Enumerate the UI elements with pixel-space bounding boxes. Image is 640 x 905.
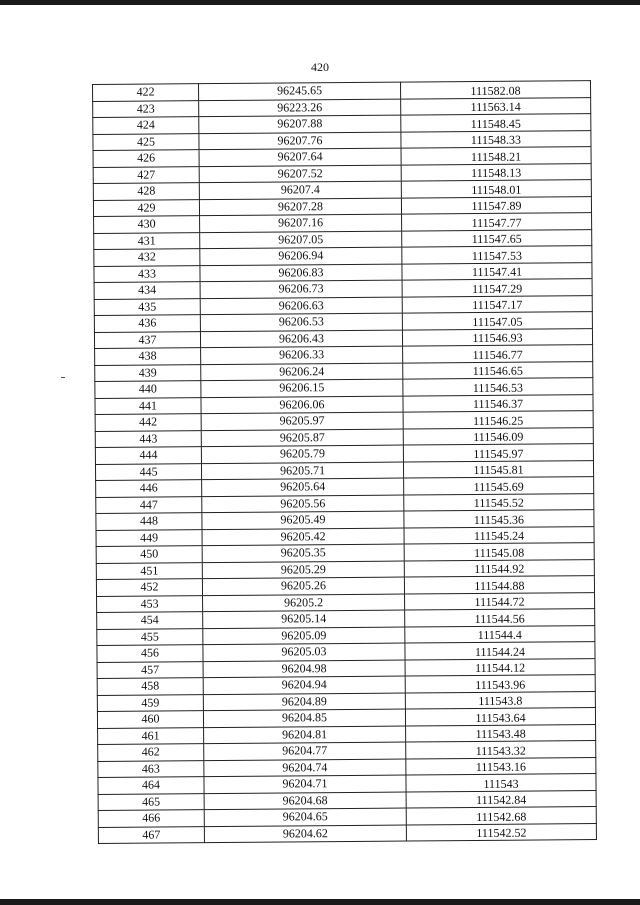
point-number-cell: 439 (95, 364, 201, 381)
y-coordinate-cell: 111546.09 (403, 427, 593, 445)
y-coordinate-cell: 111546.77 (403, 345, 593, 363)
point-number-cell: 433 (94, 265, 200, 282)
y-coordinate-cell: 111548.33 (401, 130, 591, 148)
point-number-cell: 452 (96, 579, 202, 596)
x-coordinate-cell: 96204.68 (204, 792, 406, 810)
x-coordinate-cell: 96205.49 (202, 511, 404, 529)
y-coordinate-cell: 111547.89 (401, 196, 591, 214)
y-coordinate-cell: 111545.36 (404, 510, 594, 528)
y-coordinate-cell: 111547.65 (402, 229, 592, 247)
x-coordinate-cell: 96204.71 (204, 775, 406, 793)
point-number-cell: 463 (98, 760, 204, 777)
x-coordinate-cell: 96206.33 (201, 346, 403, 364)
x-coordinate-cell: 96206.15 (201, 379, 403, 397)
x-coordinate-cell: 96205.03 (203, 643, 405, 661)
y-coordinate-cell: 111563.14 (401, 97, 591, 115)
point-number-cell: 458 (97, 678, 203, 695)
y-coordinate-cell: 111543.32 (406, 741, 596, 759)
y-coordinate-cell: 111546.37 (403, 394, 593, 412)
point-number-cell: 429 (93, 199, 199, 216)
scan-edge-top (0, 0, 640, 5)
y-coordinate-cell: 111544.12 (405, 658, 595, 676)
x-coordinate-cell: 96204.98 (203, 660, 405, 678)
x-coordinate-cell: 96207.05 (200, 231, 402, 249)
point-number-cell: 454 (97, 612, 203, 629)
y-coordinate-cell: 111543.16 (406, 757, 596, 775)
x-coordinate-cell: 96204.85 (203, 709, 405, 727)
x-coordinate-cell: 96205.29 (202, 561, 404, 579)
y-coordinate-cell: 111547.53 (402, 246, 592, 264)
y-coordinate-cell: 111547.05 (402, 312, 592, 330)
y-coordinate-cell: 111544.4 (405, 625, 595, 643)
point-number-cell: 427 (93, 166, 199, 183)
y-coordinate-cell: 111544.56 (405, 609, 595, 627)
y-coordinate-cell: 111544.92 (404, 559, 594, 577)
point-number-cell: 453 (97, 595, 203, 612)
x-coordinate-cell: 96207.64 (199, 148, 401, 166)
point-number-cell: 435 (94, 298, 200, 315)
point-number-cell: 461 (98, 727, 204, 744)
x-coordinate-cell: 96205.14 (203, 610, 405, 628)
point-number-cell: 423 (93, 100, 199, 117)
point-number-cell: 445 (95, 463, 201, 480)
x-coordinate-cell: 96207.4 (199, 181, 401, 199)
x-coordinate-cell: 96206.43 (200, 330, 402, 348)
point-number-cell: 426 (93, 150, 199, 167)
y-coordinate-cell: 111547.17 (402, 295, 592, 313)
x-coordinate-cell: 96206.94 (200, 247, 402, 265)
x-coordinate-cell: 96206.06 (201, 396, 403, 414)
point-number-cell: 457 (97, 661, 203, 678)
point-number-cell: 422 (93, 84, 199, 101)
x-coordinate-cell: 96223.26 (199, 99, 401, 117)
point-number-cell: 444 (95, 447, 201, 464)
y-coordinate-cell: 111544.72 (405, 592, 595, 610)
y-coordinate-cell: 111542.52 (406, 823, 596, 841)
y-coordinate-cell: 111582.08 (400, 81, 590, 99)
x-coordinate-cell: 96204.62 (204, 825, 406, 843)
y-coordinate-cell: 111548.45 (401, 114, 591, 132)
y-coordinate-cell: 111543.48 (406, 724, 596, 742)
y-coordinate-cell: 111547.29 (402, 279, 592, 297)
x-coordinate-cell: 96206.63 (200, 297, 402, 315)
y-coordinate-cell: 111548.21 (401, 147, 591, 165)
y-coordinate-cell: 111543 (406, 774, 596, 792)
x-coordinate-cell: 96205.87 (201, 429, 403, 447)
y-coordinate-cell: 111548.13 (401, 163, 591, 181)
y-coordinate-cell: 111545.97 (403, 444, 593, 462)
point-number-cell: 455 (97, 628, 203, 645)
y-coordinate-cell: 111545.08 (404, 543, 594, 561)
x-coordinate-cell: 96205.35 (202, 544, 404, 562)
x-coordinate-cell: 96206.73 (200, 280, 402, 298)
point-number-cell: 443 (95, 430, 201, 447)
x-coordinate-cell: 96206.83 (200, 264, 402, 282)
point-number-cell: 467 (98, 826, 204, 843)
point-number-cell: 442 (95, 414, 201, 431)
y-coordinate-cell: 111545.24 (404, 526, 594, 544)
point-number-cell: 441 (95, 397, 201, 414)
point-number-cell: 424 (93, 117, 199, 134)
scan-speck (61, 377, 65, 378)
y-coordinate-cell: 111544.24 (405, 642, 595, 660)
point-number-cell: 431 (94, 232, 200, 249)
x-coordinate-cell: 96205.26 (202, 577, 404, 595)
y-coordinate-cell: 111544.88 (404, 576, 594, 594)
x-coordinate-cell: 96245.65 (199, 82, 401, 100)
y-coordinate-cell: 111546.53 (403, 378, 593, 396)
y-coordinate-cell: 111546.25 (403, 411, 593, 429)
x-coordinate-cell: 96204.89 (203, 693, 405, 711)
point-number-cell: 460 (97, 711, 203, 728)
x-coordinate-cell: 96207.28 (199, 198, 401, 216)
page-number: 420 (311, 60, 329, 74)
y-coordinate-cell: 111547.41 (402, 262, 592, 280)
point-number-cell: 432 (94, 249, 200, 266)
point-number-cell: 428 (93, 183, 199, 200)
point-number-cell: 465 (98, 793, 204, 810)
table-row (98, 823, 596, 843)
x-coordinate-cell: 96207.88 (199, 115, 401, 133)
x-coordinate-cell: 96205.42 (202, 528, 404, 546)
x-coordinate-cell: 96207.16 (200, 214, 402, 232)
point-number-cell: 459 (97, 694, 203, 711)
x-coordinate-cell: 96204.65 (204, 808, 406, 826)
point-number-cell: 436 (94, 315, 200, 332)
x-coordinate-cell: 96204.81 (204, 726, 406, 744)
x-coordinate-cell: 96207.52 (199, 165, 401, 183)
y-coordinate-cell: 111543.8 (405, 691, 595, 709)
x-coordinate-cell: 96205.56 (202, 495, 404, 513)
y-coordinate-cell: 111548.01 (401, 180, 591, 198)
y-coordinate-cell: 111543.96 (405, 675, 595, 693)
x-coordinate-cell: 96206.53 (200, 313, 402, 331)
x-coordinate-cell: 96207.76 (199, 132, 401, 150)
point-number-cell: 425 (93, 133, 199, 150)
x-coordinate-cell: 96206.24 (201, 363, 403, 381)
y-coordinate-cell: 111547.77 (402, 213, 592, 231)
coordinates-table (92, 80, 597, 844)
point-number-cell: 456 (97, 645, 203, 662)
x-coordinate-cell: 96204.77 (204, 742, 406, 760)
point-number-cell: 448 (96, 513, 202, 530)
point-number-cell: 438 (95, 348, 201, 365)
x-coordinate-cell: 96204.94 (203, 676, 405, 694)
point-number-cell: 447 (96, 496, 202, 513)
y-coordinate-cell: 111545.69 (404, 477, 594, 495)
x-coordinate-cell: 96205.97 (201, 412, 403, 430)
y-coordinate-cell: 111543.64 (405, 708, 595, 726)
x-coordinate-cell: 96204.74 (204, 759, 406, 777)
x-coordinate-cell: 96205.09 (203, 627, 405, 645)
y-coordinate-cell: 111545.52 (404, 493, 594, 511)
point-number-cell: 464 (98, 777, 204, 794)
point-number-cell: 440 (95, 381, 201, 398)
table-body (93, 81, 597, 844)
point-number-cell: 446 (96, 480, 202, 497)
point-number-cell: 462 (98, 744, 204, 761)
y-coordinate-cell: 111546.93 (402, 328, 592, 346)
scan-edge-bottom (0, 899, 640, 905)
x-coordinate-cell: 96205.71 (201, 462, 403, 480)
point-number-cell: 450 (96, 546, 202, 563)
y-coordinate-cell: 111546.65 (403, 361, 593, 379)
point-number-cell: 466 (98, 810, 204, 827)
point-number-cell: 451 (96, 562, 202, 579)
point-number-cell: 430 (94, 216, 200, 233)
x-coordinate-cell: 96205.2 (203, 594, 405, 612)
y-coordinate-cell: 111545.81 (403, 460, 593, 478)
x-coordinate-cell: 96205.64 (202, 478, 404, 496)
point-number-cell: 437 (94, 331, 200, 348)
y-coordinate-cell: 111542.84 (406, 790, 596, 808)
point-number-cell: 434 (94, 282, 200, 299)
y-coordinate-cell: 111542.68 (406, 807, 596, 825)
x-coordinate-cell: 96205.79 (201, 445, 403, 463)
point-number-cell: 449 (96, 529, 202, 546)
